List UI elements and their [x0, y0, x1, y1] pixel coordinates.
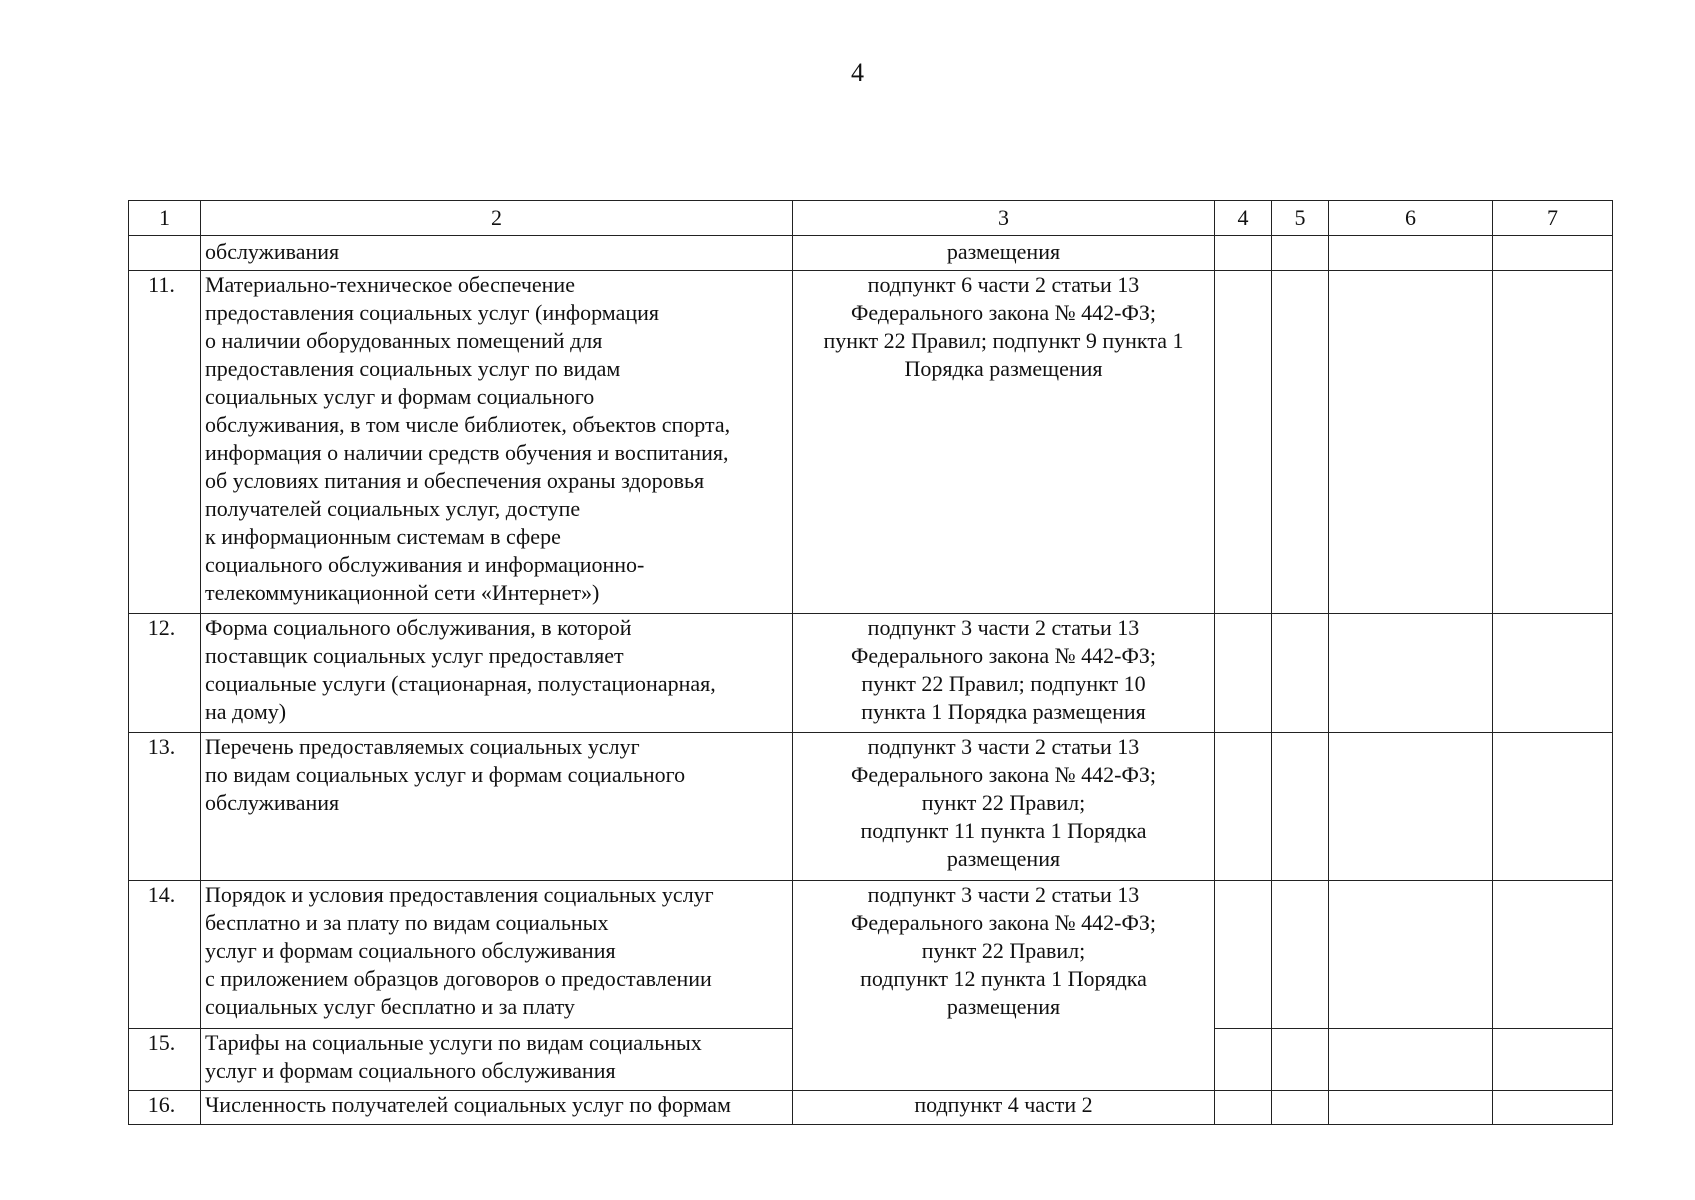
empty-cell	[1493, 236, 1613, 271]
column-header: 7	[1493, 201, 1613, 236]
empty-cell	[1493, 733, 1613, 881]
requirements-table	[128, 200, 1613, 1125]
row-reference-cell: подпункт 3 части 2 статьи 13 Федерального закона № 442-ФЗ; пункт 22 Правил; подпункт 11 пункта 1 Порядка размещения	[793, 733, 1215, 881]
row-number-cell: 12.	[129, 614, 201, 733]
table-row-continuation	[129, 236, 1613, 271]
column-header: 4	[1215, 201, 1272, 236]
page-number: 4	[851, 58, 864, 87]
row-description-cell: Форма социального обслуживания, в которой поставщик социальных услуг предоставляет социальные услуги (стационарная, полустационарная, на дому)	[201, 614, 793, 733]
column-header: 6	[1329, 201, 1493, 236]
empty-cell	[1272, 881, 1329, 1029]
row-number-cell: 16.	[129, 1091, 201, 1125]
row-number-cell: 15.	[129, 1029, 201, 1091]
table-row	[129, 271, 1613, 614]
table-header-row	[129, 201, 1613, 236]
row-number-cell: 14.	[129, 881, 201, 1029]
row-description-cell: Численность получателей социальных услуг по формам	[201, 1091, 793, 1125]
row-reference-cell: подпункт 3 части 2 статьи 13 Федерального закона № 442-ФЗ; пункт 22 Правил; подпункт 10 пункта 1 Порядка размещения	[793, 614, 1215, 733]
row-number-cell: 11.	[129, 271, 201, 614]
row-reference-cell: подпункт 3 части 2 статьи 13 Федерального закона № 442-ФЗ; пункт 22 Правил; подпункт 12 пункта 1 Порядка размещения	[793, 881, 1215, 1091]
table-row	[129, 733, 1613, 881]
empty-cell	[1329, 1029, 1493, 1091]
empty-cell	[1493, 271, 1613, 614]
empty-cell	[1329, 236, 1493, 271]
column-header: 2	[201, 201, 793, 236]
row-description-cell: Тарифы на социальные услуги по видам социальных услуг и формам социального обслуживания	[201, 1029, 793, 1091]
empty-cell	[1215, 614, 1272, 733]
empty-cell	[1215, 271, 1272, 614]
row-description-cell: обслуживания	[201, 236, 793, 271]
empty-cell	[1272, 1029, 1329, 1091]
empty-cell	[1493, 881, 1613, 1029]
row-description-cell: Порядок и условия предоставления социальных услуг бесплатно и за плату по видам социальных услуг и формам социального обслуживания с приложением образцов договоров о предоставлении социальных услуг бесплатно и за плату	[201, 881, 793, 1029]
empty-cell	[1329, 271, 1493, 614]
row-description-cell: Материально-техническое обеспечение предоставления социальных услуг (информация о наличии оборудованных помещений для предоставления социальных услуг по видам социальных услуг и формам социального обслуживания, в том числе библиотек, объектов спорта, информация о наличии средств обучения и воспитания, об условиях питания и обеспечения охраны здоровья получателей социальных услуг, доступе к информационным системам в сфере социального обслуживания и информационно- телекоммуникационной сети «Интернет»)	[201, 271, 793, 614]
column-header: 3	[793, 201, 1215, 236]
row-reference-cell: подпункт 6 части 2 статьи 13 Федерального закона № 442-ФЗ; пункт 22 Правил; подпункт 9 пункта 1 Порядка размещения	[793, 271, 1215, 614]
empty-cell	[1215, 733, 1272, 881]
empty-cell	[1329, 1091, 1493, 1125]
empty-cell	[1493, 1091, 1613, 1125]
empty-cell	[1329, 733, 1493, 881]
row-number-cell	[129, 236, 201, 271]
row-reference-cell: подпункт 4 части 2	[793, 1091, 1215, 1125]
row-reference-cell: размещения	[793, 236, 1215, 271]
column-header: 1	[129, 201, 201, 236]
empty-cell	[1215, 1091, 1272, 1125]
empty-cell	[1329, 614, 1493, 733]
empty-cell	[1215, 881, 1272, 1029]
table-row	[129, 1091, 1613, 1125]
empty-cell	[1272, 271, 1329, 614]
empty-cell	[1493, 1029, 1613, 1091]
table-row	[129, 881, 1613, 1029]
empty-cell	[1215, 236, 1272, 271]
empty-cell	[1272, 1091, 1329, 1125]
empty-cell	[1493, 614, 1613, 733]
empty-cell	[1215, 1029, 1272, 1091]
row-number-cell: 13.	[129, 733, 201, 881]
empty-cell	[1329, 881, 1493, 1029]
empty-cell	[1272, 733, 1329, 881]
empty-cell	[1272, 236, 1329, 271]
table-row	[129, 614, 1613, 733]
empty-cell	[1272, 614, 1329, 733]
column-header: 5	[1272, 201, 1329, 236]
row-description-cell: Перечень предоставляемых социальных услуг по видам социальных услуг и формам социального обслуживания	[201, 733, 793, 881]
